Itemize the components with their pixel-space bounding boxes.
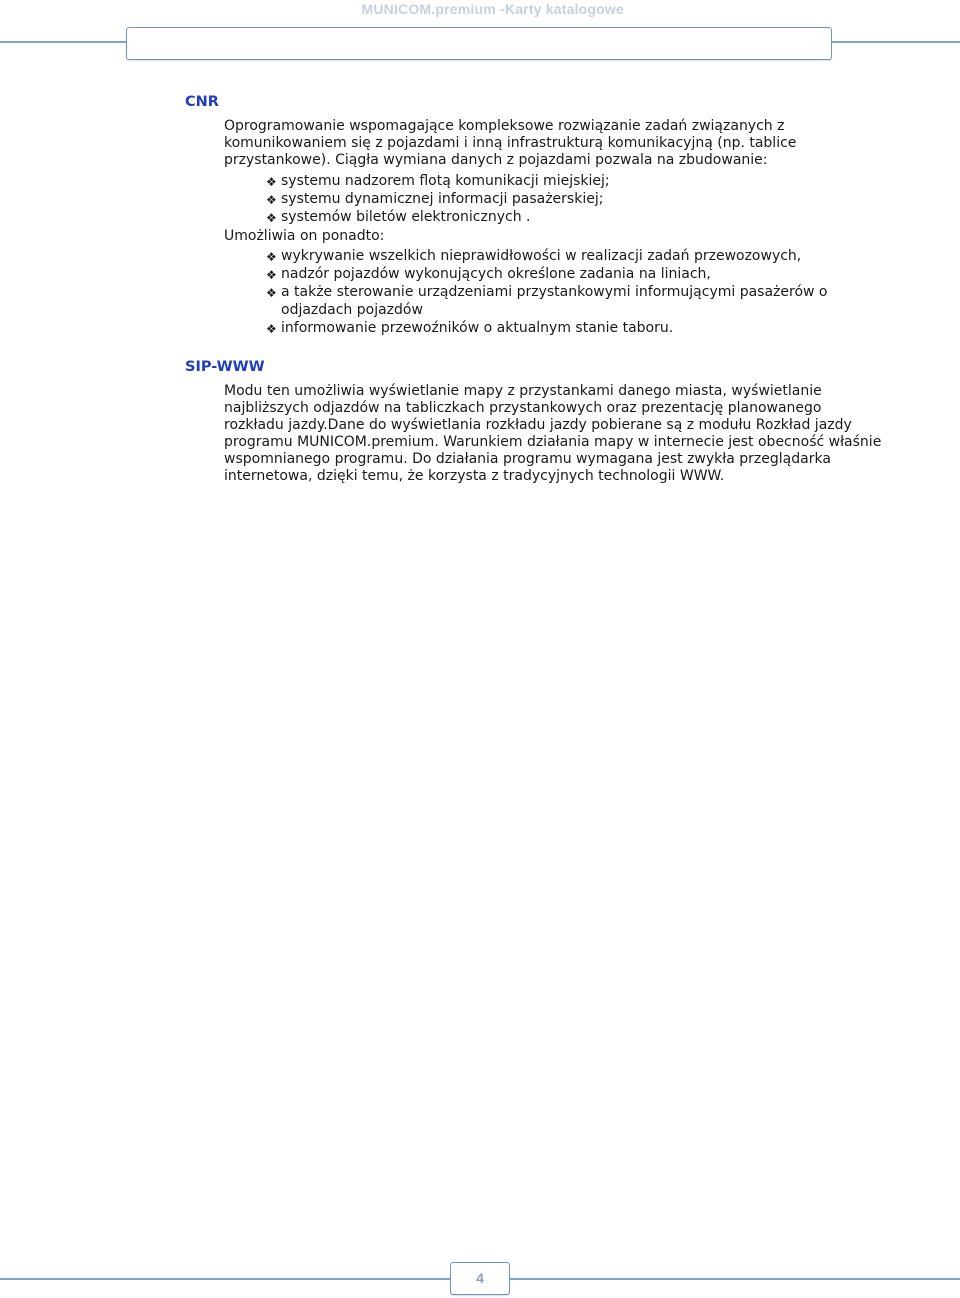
header-box <box>126 27 832 60</box>
diamond-bullet-icon: ❖ <box>266 175 277 189</box>
list-item: ❖ systemu dynamicznej informacji pasażerskiej; <box>266 191 604 207</box>
diamond-bullet-icon: ❖ <box>266 193 277 207</box>
diamond-bullet-icon: ❖ <box>266 268 277 282</box>
header-title: MUNICOM.premium -Karty katalogowe <box>361 1 624 17</box>
list-item: ❖ wykrywanie wszelkich nieprawidłowości w realizacji zadań przewozowych, <box>266 248 802 264</box>
diamond-bullet-icon: ❖ <box>266 250 277 264</box>
diamond-bullet-icon: ❖ <box>266 286 277 300</box>
section-title-cnr: CNR <box>185 94 219 110</box>
diamond-bullet-icon: ❖ <box>266 322 277 336</box>
list-item: ❖ nadzór pojazdów wykonujących określone zadania na liniach, <box>266 266 711 282</box>
sip-www-body: Modu ten umożliwia wyświetlanie mapy z przystankami danego miasta, wyświetlanie najbliższych odjazdów na tabliczkach przystankowych oraz prezentację planowanego rozkładu jazdy.Dane do wyświetlania rozkładu jazdy pobierane są z modułu Rozkład jazdy programu MUNICOM.premium. Warunkiem działania mapy w internecie jest obecność właśnie wspomnianego programu. Do działania programu wymagana jest zwykła przeglądarka internetowa, dzięki temu, że korzysta z tradycyjnych technologii WWW. <box>224 383 882 484</box>
list-item: ❖ systemów biletów elektronicznych . <box>266 209 531 225</box>
list-item: ❖ a także sterowanie urządzeniami przystankowymi informującymi pasażerów o odjazdach pojazdów <box>266 284 828 318</box>
list-item: ❖ informowanie przewoźników o aktualnym stanie taboru. <box>266 320 674 336</box>
section-title-sip-www: SIP-WWW <box>185 359 265 375</box>
cnr-intro: Oprogramowanie wspomagające kompleksowe rozwiązanie zadań związanych z komunikowaniem się z pojazdami i inną infrastrukturą komunikacyjną (np. tablice przystankowe). Ciągła wymiana danych z pojazdami pozwala na zbudowanie: <box>224 118 797 168</box>
list-item: ❖ systemu nadzorem flotą komunikacji miejskiej; <box>266 173 610 189</box>
diamond-bullet-icon: ❖ <box>266 211 277 225</box>
cnr-middle: Umożliwia on ponadto: <box>224 228 385 244</box>
page-number: 4 <box>450 1262 510 1295</box>
cnr-list-features <box>266 247 878 337</box>
cnr-list-systems <box>266 172 896 226</box>
